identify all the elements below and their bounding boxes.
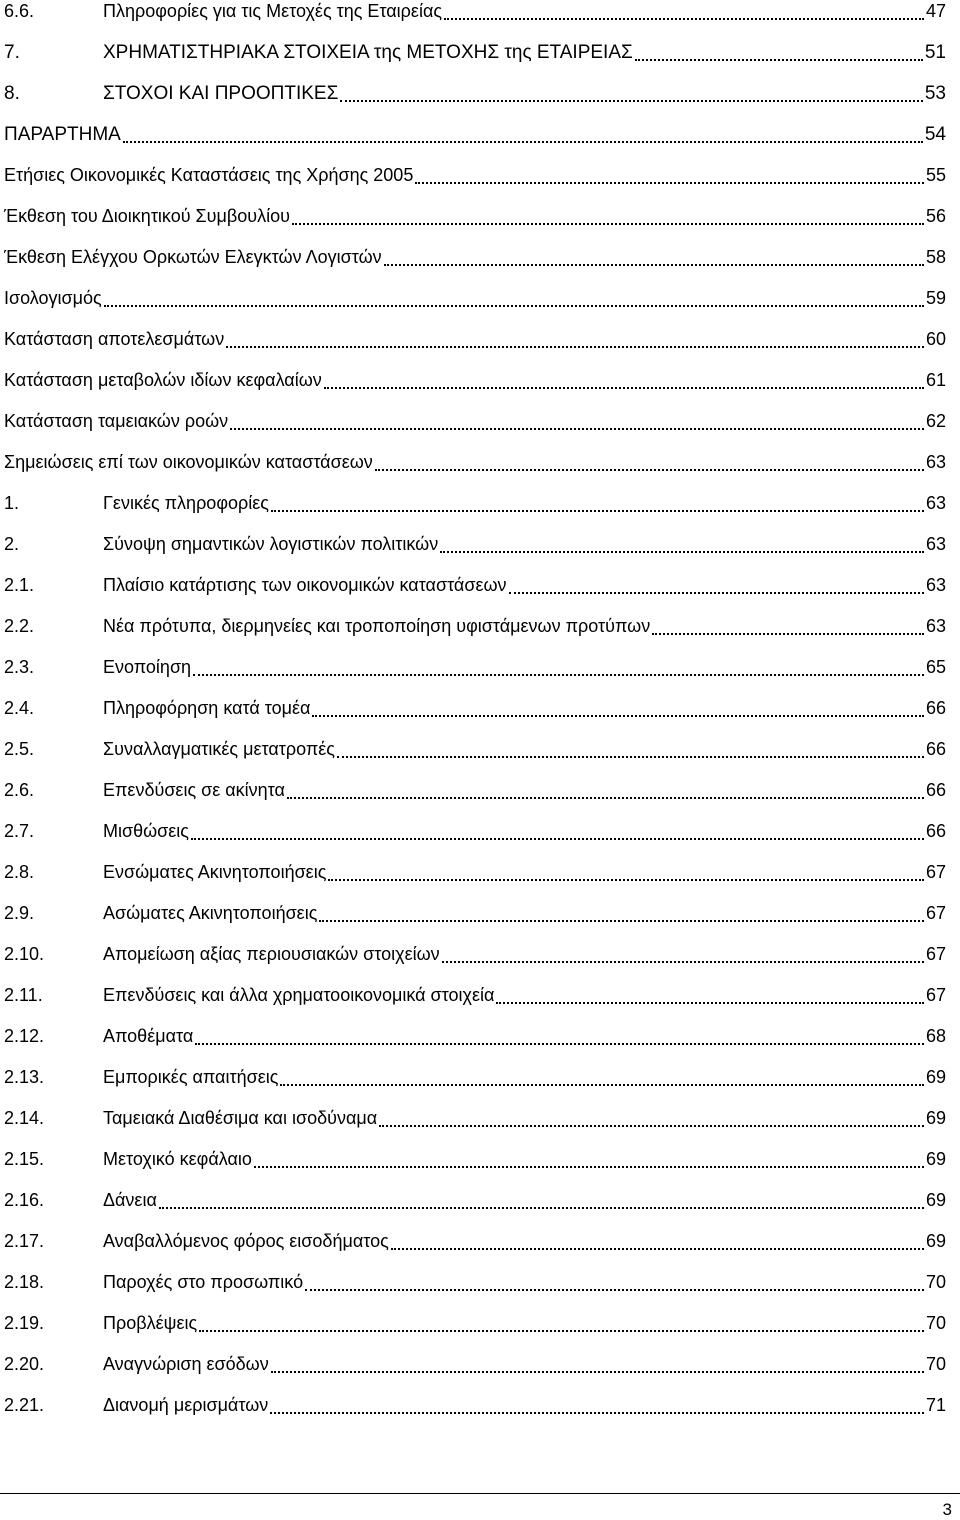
- toc-entry-page: 62: [925, 411, 946, 431]
- dot-leader: [292, 222, 924, 225]
- toc-entry[interactable]: [4, 1016, 946, 1057]
- toc-entry-title: ΧΡΗΜΑΤΙΣΤΗΡΙΑΚΑ ΣΤΟΙΧΕΙΑ της ΜΕΤΟΧΗΣ της ΕΤΑΙΡΕΙΑΣ: [103, 42, 633, 63]
- toc-entry-title: Ενοποίηση: [103, 657, 192, 677]
- toc-entry[interactable]: [4, 1344, 946, 1385]
- toc-entry-number: 2.13.: [4, 1067, 45, 1087]
- toc-entry-title: Μετοχικό κεφάλαιο: [103, 1149, 252, 1169]
- dot-leader: [191, 837, 924, 840]
- toc-entry-page: 63: [925, 452, 946, 472]
- toc-entry-page: 47: [925, 1, 946, 21]
- dot-leader: [271, 509, 924, 512]
- dot-leader: [444, 17, 924, 20]
- toc-entry[interactable]: [4, 401, 946, 442]
- toc-entry-title: Ασώματες Ακινητοποιήσεις: [103, 903, 318, 923]
- toc-entry-page: 67: [925, 903, 946, 923]
- toc-entry-number: 2.17.: [4, 1231, 45, 1251]
- toc-entry[interactable]: [4, 1385, 946, 1426]
- toc-entry[interactable]: [4, 1262, 946, 1303]
- toc-entry[interactable]: [4, 237, 946, 278]
- toc-entry[interactable]: [4, 688, 946, 729]
- dot-leader: [305, 1288, 924, 1291]
- toc-entry[interactable]: [4, 483, 946, 524]
- dot-leader: [652, 632, 924, 635]
- toc-entry[interactable]: [4, 1180, 946, 1221]
- dot-leader: [328, 878, 924, 881]
- dot-leader: [384, 263, 924, 266]
- toc-entry[interactable]: [4, 0, 946, 32]
- toc-entry-page: 69: [925, 1067, 946, 1087]
- dot-leader: [270, 1411, 924, 1414]
- toc-entry[interactable]: [4, 1221, 946, 1262]
- toc-entry-page: 63: [925, 616, 946, 636]
- dot-leader: [496, 1001, 924, 1004]
- toc-entry-page: 63: [925, 575, 946, 595]
- toc-entry-page: 53: [924, 83, 946, 104]
- toc-entry-page: 63: [925, 493, 946, 513]
- toc-entry-number: 2.1.: [4, 575, 35, 595]
- dot-leader: [415, 181, 924, 184]
- toc-entry-number: 2.12.: [4, 1026, 45, 1046]
- footer-divider: [0, 1493, 960, 1494]
- toc-entry-title: Δάνεια: [103, 1190, 157, 1210]
- dot-leader: [159, 1206, 924, 1209]
- dot-leader: [193, 673, 924, 676]
- toc-entry-page: 66: [925, 698, 946, 718]
- toc-entry-number: 2.19.: [4, 1313, 45, 1333]
- toc-entry-number: 2.2.: [4, 616, 35, 636]
- toc-entry-title: Ετήσιες Οικονομικές Καταστάσεις της Χρήσης 2005: [4, 165, 414, 185]
- toc-entry-page: 67: [925, 944, 946, 964]
- toc-entry[interactable]: [4, 114, 946, 155]
- toc-entry-number: 2.8.: [4, 862, 35, 882]
- toc-entry-title: Κατάσταση μεταβολών ιδίων κεφαλαίων: [4, 370, 322, 390]
- toc-entry[interactable]: [4, 770, 946, 811]
- dot-leader: [254, 1165, 924, 1168]
- toc-entry-number: 8.: [4, 83, 20, 104]
- toc-entry-page: 67: [925, 862, 946, 882]
- toc-entry-title: Επενδύσεις σε ακίνητα: [103, 780, 285, 800]
- dot-leader: [324, 386, 924, 389]
- dot-leader: [440, 550, 924, 553]
- toc-entry-number: 2.4.: [4, 698, 35, 718]
- toc-entry-page: 56: [925, 206, 946, 226]
- toc-entry-title: Μισθώσεις: [103, 821, 189, 841]
- toc-entry[interactable]: [4, 196, 946, 237]
- toc-entry-number: 2.3.: [4, 657, 35, 677]
- toc-entry[interactable]: [4, 73, 946, 114]
- toc-entry-title: ΣΤΟΧΟΙ ΚΑΙ ΠΡΟΟΠΤΙΚΕΣ: [103, 83, 339, 104]
- toc-entry[interactable]: [4, 319, 946, 360]
- toc-entry-page: 61: [925, 370, 946, 390]
- toc-entry-title: Εμπορικές απαιτήσεις: [103, 1067, 279, 1087]
- toc-entry[interactable]: [4, 893, 946, 934]
- toc-entry-title: Ενσώματες Ακινητοποιήσεις: [103, 862, 327, 882]
- toc-entry-page: 67: [925, 985, 946, 1005]
- dot-leader: [230, 427, 924, 430]
- dot-leader: [635, 58, 923, 61]
- toc-entry-title: Συναλλαγματικές μετατροπές: [103, 739, 335, 759]
- toc-entry-title: Έκθεση Ελέγχου Ορκωτών Ελεγκτών Λογιστών: [4, 247, 382, 267]
- toc-entry-title: Ισολογισμός: [4, 288, 102, 308]
- toc-entry[interactable]: [4, 565, 946, 606]
- toc-entry-title: Ταμειακά Διαθέσιμα και ισοδύναμα: [103, 1108, 378, 1128]
- toc-entry[interactable]: [4, 524, 946, 565]
- toc-entry[interactable]: [4, 1098, 946, 1139]
- toc-entry-page: 71: [925, 1395, 946, 1415]
- toc-entry-page: 65: [925, 657, 946, 677]
- toc-entry[interactable]: [4, 1303, 946, 1344]
- toc-entry-title: Νέα πρότυπα, διερμηνείες και τροποποίηση υφιστάμενων προτύπων: [103, 616, 651, 636]
- toc-entry[interactable]: [4, 360, 946, 401]
- dot-leader: [199, 1329, 924, 1332]
- toc-entry-page: 70: [925, 1354, 946, 1374]
- toc-entry-number: 2.18.: [4, 1272, 45, 1292]
- toc-entry[interactable]: [4, 606, 946, 647]
- toc-entry-number: 2.14.: [4, 1108, 45, 1128]
- toc-entry-page: 66: [925, 780, 946, 800]
- toc-entry[interactable]: [4, 729, 946, 770]
- toc-entry-page: 69: [925, 1231, 946, 1251]
- toc-entry[interactable]: [4, 811, 946, 852]
- toc-entry-title: Πληροφορίες για τις Μετοχές της Εταιρείας: [103, 1, 443, 21]
- toc-entry-number: 2.11.: [4, 985, 43, 1005]
- dot-leader: [319, 919, 924, 922]
- toc-entry-title: Διανομή μερισμάτων: [103, 1395, 269, 1415]
- toc-entry-page: 63: [925, 534, 946, 554]
- toc-entry-page: 66: [925, 821, 946, 841]
- toc-entry-page: 60: [925, 329, 946, 349]
- toc-entry-title: Σύνοψη σημαντικών λογιστικών πολιτικών: [103, 534, 439, 554]
- toc-entry-number: 2.15.: [4, 1149, 45, 1169]
- dot-leader: [442, 960, 924, 963]
- toc-entry[interactable]: [4, 1057, 946, 1098]
- toc-entry-title: Σημειώσεις επί των οικονομικών καταστάσεων: [4, 452, 373, 472]
- page-number: 3: [942, 1500, 952, 1519]
- toc-entry-title: Επενδύσεις και άλλα χρηματοοικονομικά στοιχεία: [103, 985, 495, 1005]
- toc-entry-number: 1.: [4, 493, 20, 513]
- toc-entry[interactable]: [4, 1139, 946, 1180]
- toc-entry-title: Κατάσταση αποτελεσμάτων: [4, 329, 225, 349]
- toc-entry-number: 2.21.: [4, 1395, 45, 1415]
- toc-entry-page: 69: [925, 1149, 946, 1169]
- toc-entry-page: 51: [924, 42, 946, 63]
- dot-leader: [391, 1247, 924, 1250]
- toc-entry-number: 6.6.: [4, 1, 35, 21]
- dot-leader: [337, 755, 924, 758]
- toc-entry-title: Πληροφόρηση κατά τομέα: [103, 698, 311, 718]
- toc-entry-title: Κατάσταση ταμειακών ροών: [4, 411, 229, 431]
- toc-entry[interactable]: [4, 934, 946, 975]
- toc-entry-page: 69: [925, 1108, 946, 1128]
- dot-leader: [226, 345, 924, 348]
- toc-entry[interactable]: [4, 647, 946, 688]
- toc-entry-number: 2.5.: [4, 739, 35, 759]
- toc-entry-title: Αποθέματα: [103, 1026, 194, 1046]
- toc-entry-title: ΠΑΡΑΡΤΗΜΑ: [4, 124, 121, 145]
- toc-entry-page: 59: [925, 288, 946, 308]
- dot-leader: [104, 304, 924, 307]
- toc-entry-title: Γενικές πληροφορίες: [103, 493, 269, 513]
- toc-entry-page: 54: [924, 124, 946, 145]
- toc-entry-title: Έκθεση του Διοικητικού Συμβουλίου: [4, 206, 290, 226]
- toc-entry-page: 66: [925, 739, 946, 759]
- toc-entry-page: 58: [925, 247, 946, 267]
- toc-entry-page: 69: [925, 1190, 946, 1210]
- dot-leader: [375, 468, 924, 471]
- dot-leader: [509, 591, 924, 594]
- toc-entry-number: 2.6.: [4, 780, 35, 800]
- toc-entry-number: 2.9.: [4, 903, 35, 923]
- toc-entry-number: 2.7.: [4, 821, 35, 841]
- dot-leader: [123, 140, 923, 143]
- dot-leader: [195, 1042, 924, 1045]
- toc-entry-title: Προβλέψεις: [103, 1313, 198, 1333]
- toc-entry-title: Πλαίσιο κατάρτισης των οικονομικών καταστάσεων: [103, 575, 507, 595]
- toc-entry[interactable]: [4, 442, 946, 483]
- dot-leader: [312, 714, 924, 717]
- dot-leader: [287, 796, 924, 799]
- toc-entry-page: 68: [925, 1026, 946, 1046]
- toc-entry[interactable]: [4, 278, 946, 319]
- toc-entry-title: Παροχές στο προσωπικό: [103, 1272, 304, 1292]
- dot-leader: [271, 1370, 924, 1373]
- toc-entry[interactable]: [4, 852, 946, 893]
- dot-leader: [280, 1083, 924, 1086]
- toc-entry-number: 2.10.: [4, 944, 45, 964]
- toc-entry-number: 2.16.: [4, 1190, 45, 1210]
- toc-entry-title: Αναβαλλόμενος φόρος εισοδήματος: [103, 1231, 389, 1251]
- toc-entry[interactable]: [4, 32, 946, 73]
- toc-entry-title: Απομείωση αξίας περιουσιακών στοιχείων: [103, 944, 440, 964]
- toc-entry-number: 2.20.: [4, 1354, 45, 1374]
- toc-entry[interactable]: [4, 155, 946, 196]
- dot-leader: [340, 99, 923, 102]
- toc-entry-page: 70: [925, 1272, 946, 1292]
- toc-entry-number: 7.: [4, 42, 20, 63]
- toc-entry[interactable]: [4, 975, 946, 1016]
- toc-entry-title: Αναγνώριση εσόδων: [103, 1354, 269, 1374]
- toc-entry-page: 70: [925, 1313, 946, 1333]
- table-of-contents: [4, 0, 946, 1426]
- toc-entry-number: 2.: [4, 534, 20, 554]
- dot-leader: [379, 1124, 924, 1127]
- toc-entry-page: 55: [925, 165, 946, 185]
